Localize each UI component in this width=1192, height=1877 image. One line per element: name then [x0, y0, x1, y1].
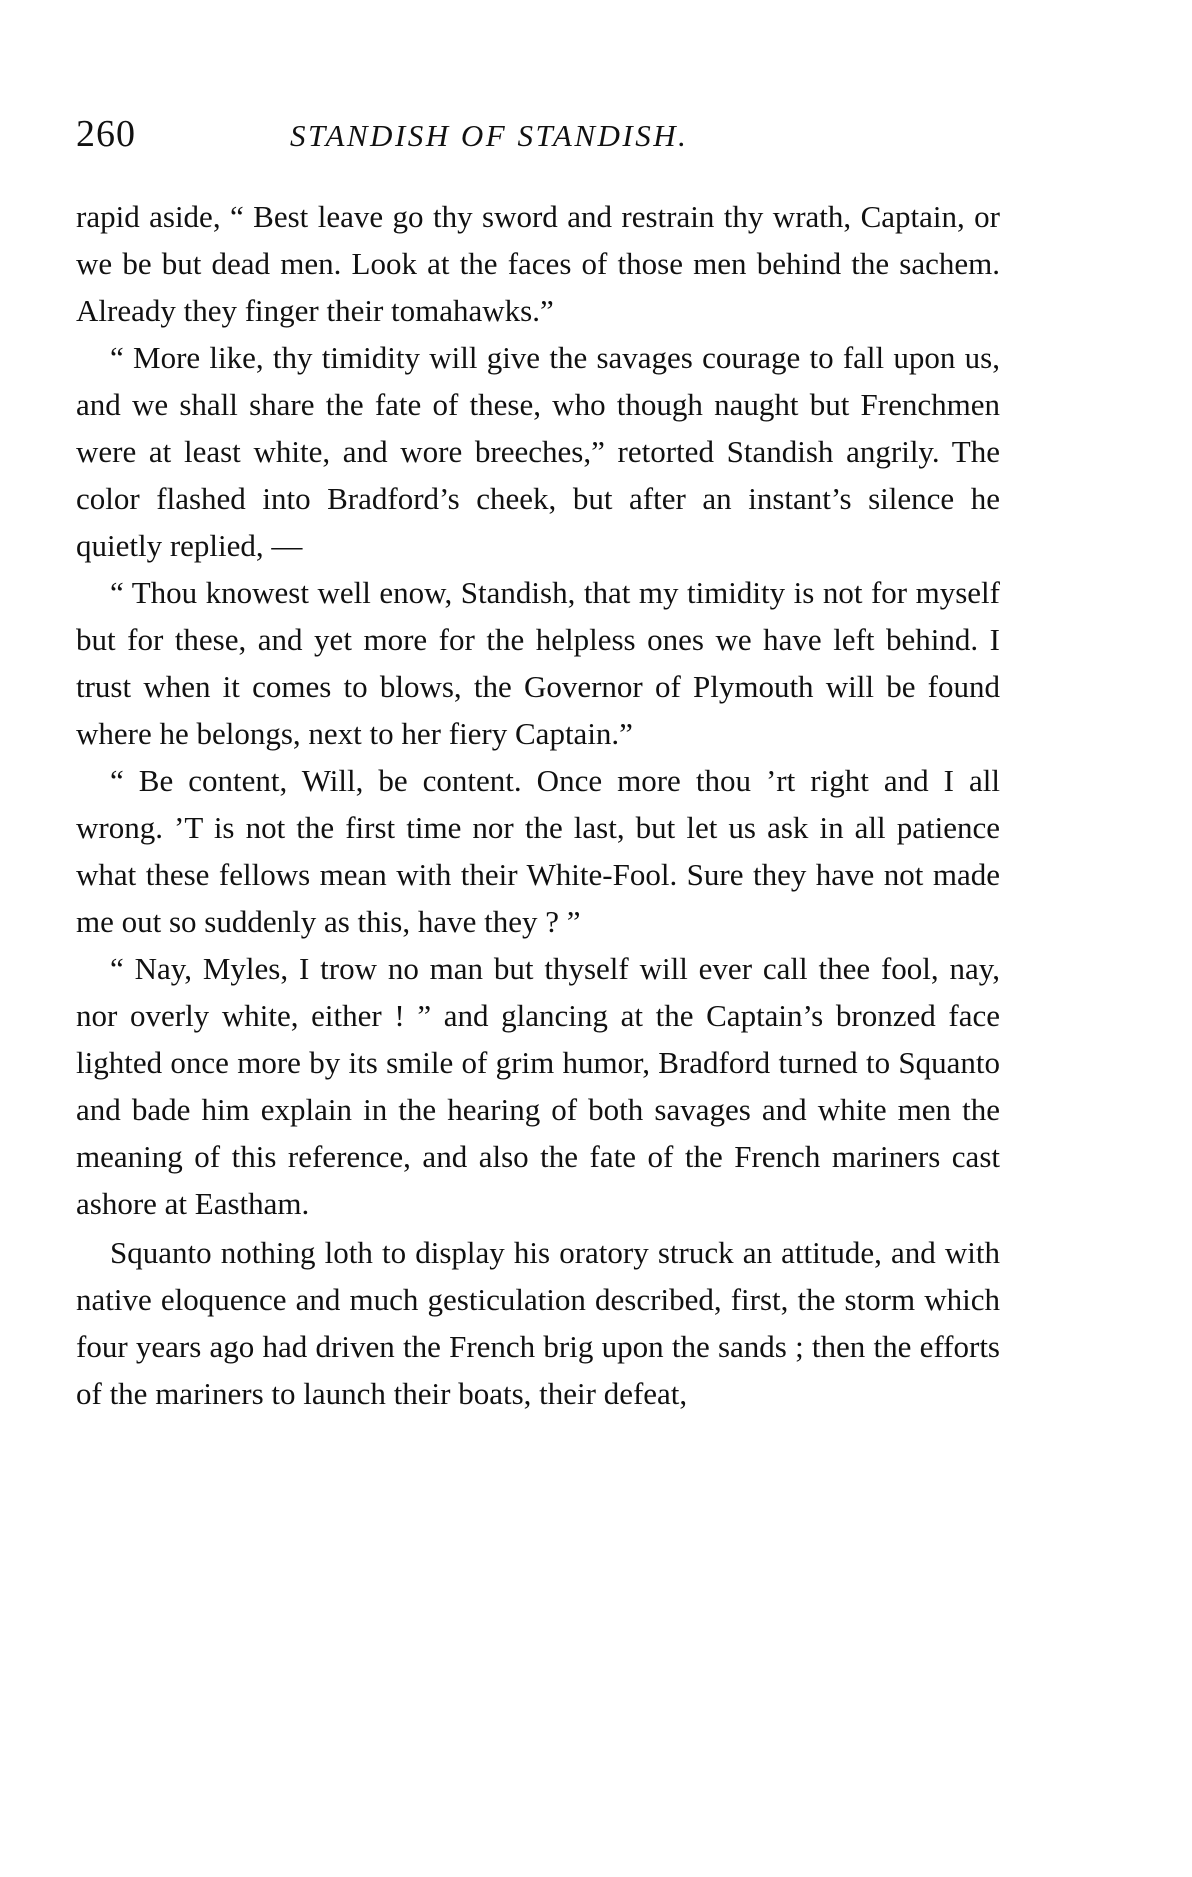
paragraph: “ Thou knowest well enow, Standish, that my timidity is not for myself but for these, and yet more for the helpless ones we have left behind. I trust when it comes to blows, the Governor of Plymouth will be found where he belongs, next to her fiery Captain.” [76, 575, 1000, 751]
paragraph: “ More like, thy timidity will give the savages courage to fall upon us, and we shall share the fate of these, who though naught but Frenchmen were at least white, and wore breeches,” retorted Standish angrily. The color flashed into Bradford’s cheek, but after an instant’s silence he quietly replied, — [76, 340, 1000, 563]
paragraph: Squanto nothing loth to display his oratory struck an attitude, and with native eloquence and much gesticulation described, first, the storm which four years ago had driven the French brig upon the sands ; then the efforts of the mariners to launch their boats, their defeat, [76, 1235, 1000, 1411]
body-text [76, 193, 1000, 1417]
paragraph: “ Be content, Will, be content. Once more thou ’rt right and I all wrong. ’T is not the first time nor the last, but let us ask in all patience what these fellows mean with their White-Fool. Sure they have not made me out so suddenly as this, have they ? ” [76, 763, 1000, 939]
page-header [76, 110, 996, 170]
paragraph: “ Nay, Myles, I trow no man but thyself will ever call thee fool, nay, nor overly white, either ! ” and glancing at the Captain’s bronzed face lighted once more by its smile of grim humor, Bradford turned to Squanto and bade him explain in the hearing of both savages and white men the meaning of this reference, and also the fate of the French mariners cast ashore at Eastham. [76, 951, 1000, 1221]
paragraph-continued: rapid aside, “ Best leave go thy sword and restrain thy wrath, Captain, or we be but dead men. Look at the faces of those men behind the sachem. Already they finger their tomahawks.” [76, 199, 1000, 328]
page-number: 260 [76, 113, 136, 155]
running-title: STANDISH OF STANDISH. [290, 118, 689, 153]
